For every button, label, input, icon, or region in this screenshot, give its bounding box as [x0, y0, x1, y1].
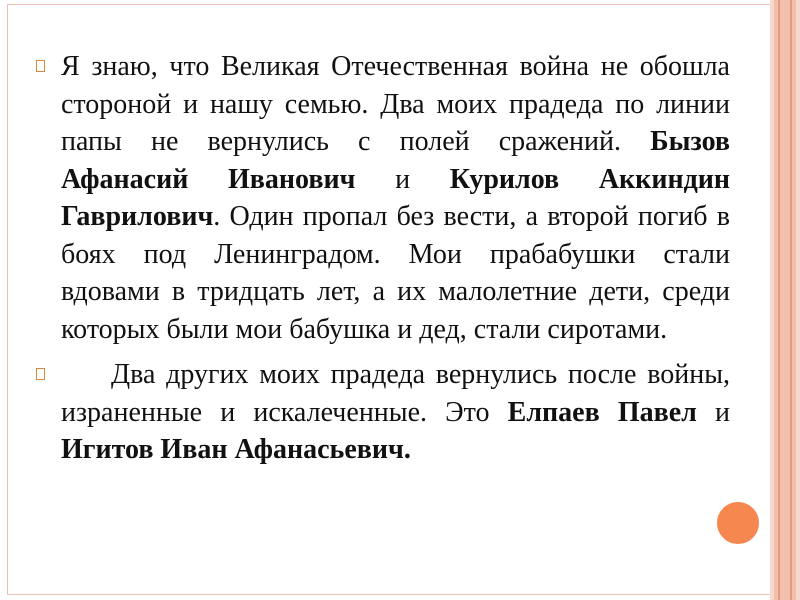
- right-decor-line: [778, 0, 780, 600]
- paragraph-1-name-1: Бызов Афанасий Иванович: [61, 126, 730, 195]
- frame-left-line: [7, 4, 8, 595]
- bullet-square-icon: [36, 368, 45, 380]
- paragraph-2: [36, 356, 730, 469]
- paragraph-2-text-1: Два других моих прадеда вернулись после войны, израненные и искалеченные. Это: [61, 359, 730, 428]
- paragraph-2-name-2: Игитов Иван Афанасьевич.: [61, 434, 411, 465]
- paragraph-1-text-1: Я знаю, что Великая Отечественная война не обошла стороной и нашу семью. Два моих прадеда по линии папы не вернулись с полей сражений.: [61, 51, 730, 157]
- paragraph-2-name-1: Елпаев Павел: [507, 396, 697, 428]
- frame-bottom-line: [7, 594, 770, 595]
- paragraph-1: [36, 48, 730, 348]
- frame-top-line: [7, 4, 770, 5]
- slide-content: [36, 48, 730, 469]
- paragraph-2-text-2: и: [696, 396, 730, 428]
- bullet-square-icon: [36, 60, 45, 72]
- paragraph-1-text-2: и: [355, 163, 450, 195]
- paragraph-1-text-3: . Один пропал без вести, а второй погиб в боях под Ленинградом. Мои прабабушки стали вдовами в тридцать лет, а их малолетние дети, среди которых были мои бабушка и дед, стали сиротами.: [61, 201, 730, 345]
- decor-circle: [714, 499, 762, 547]
- paragraph-1-name-2: Курилов Аккиндин Гаврилович: [61, 163, 731, 232]
- right-decor-line: [790, 0, 792, 600]
